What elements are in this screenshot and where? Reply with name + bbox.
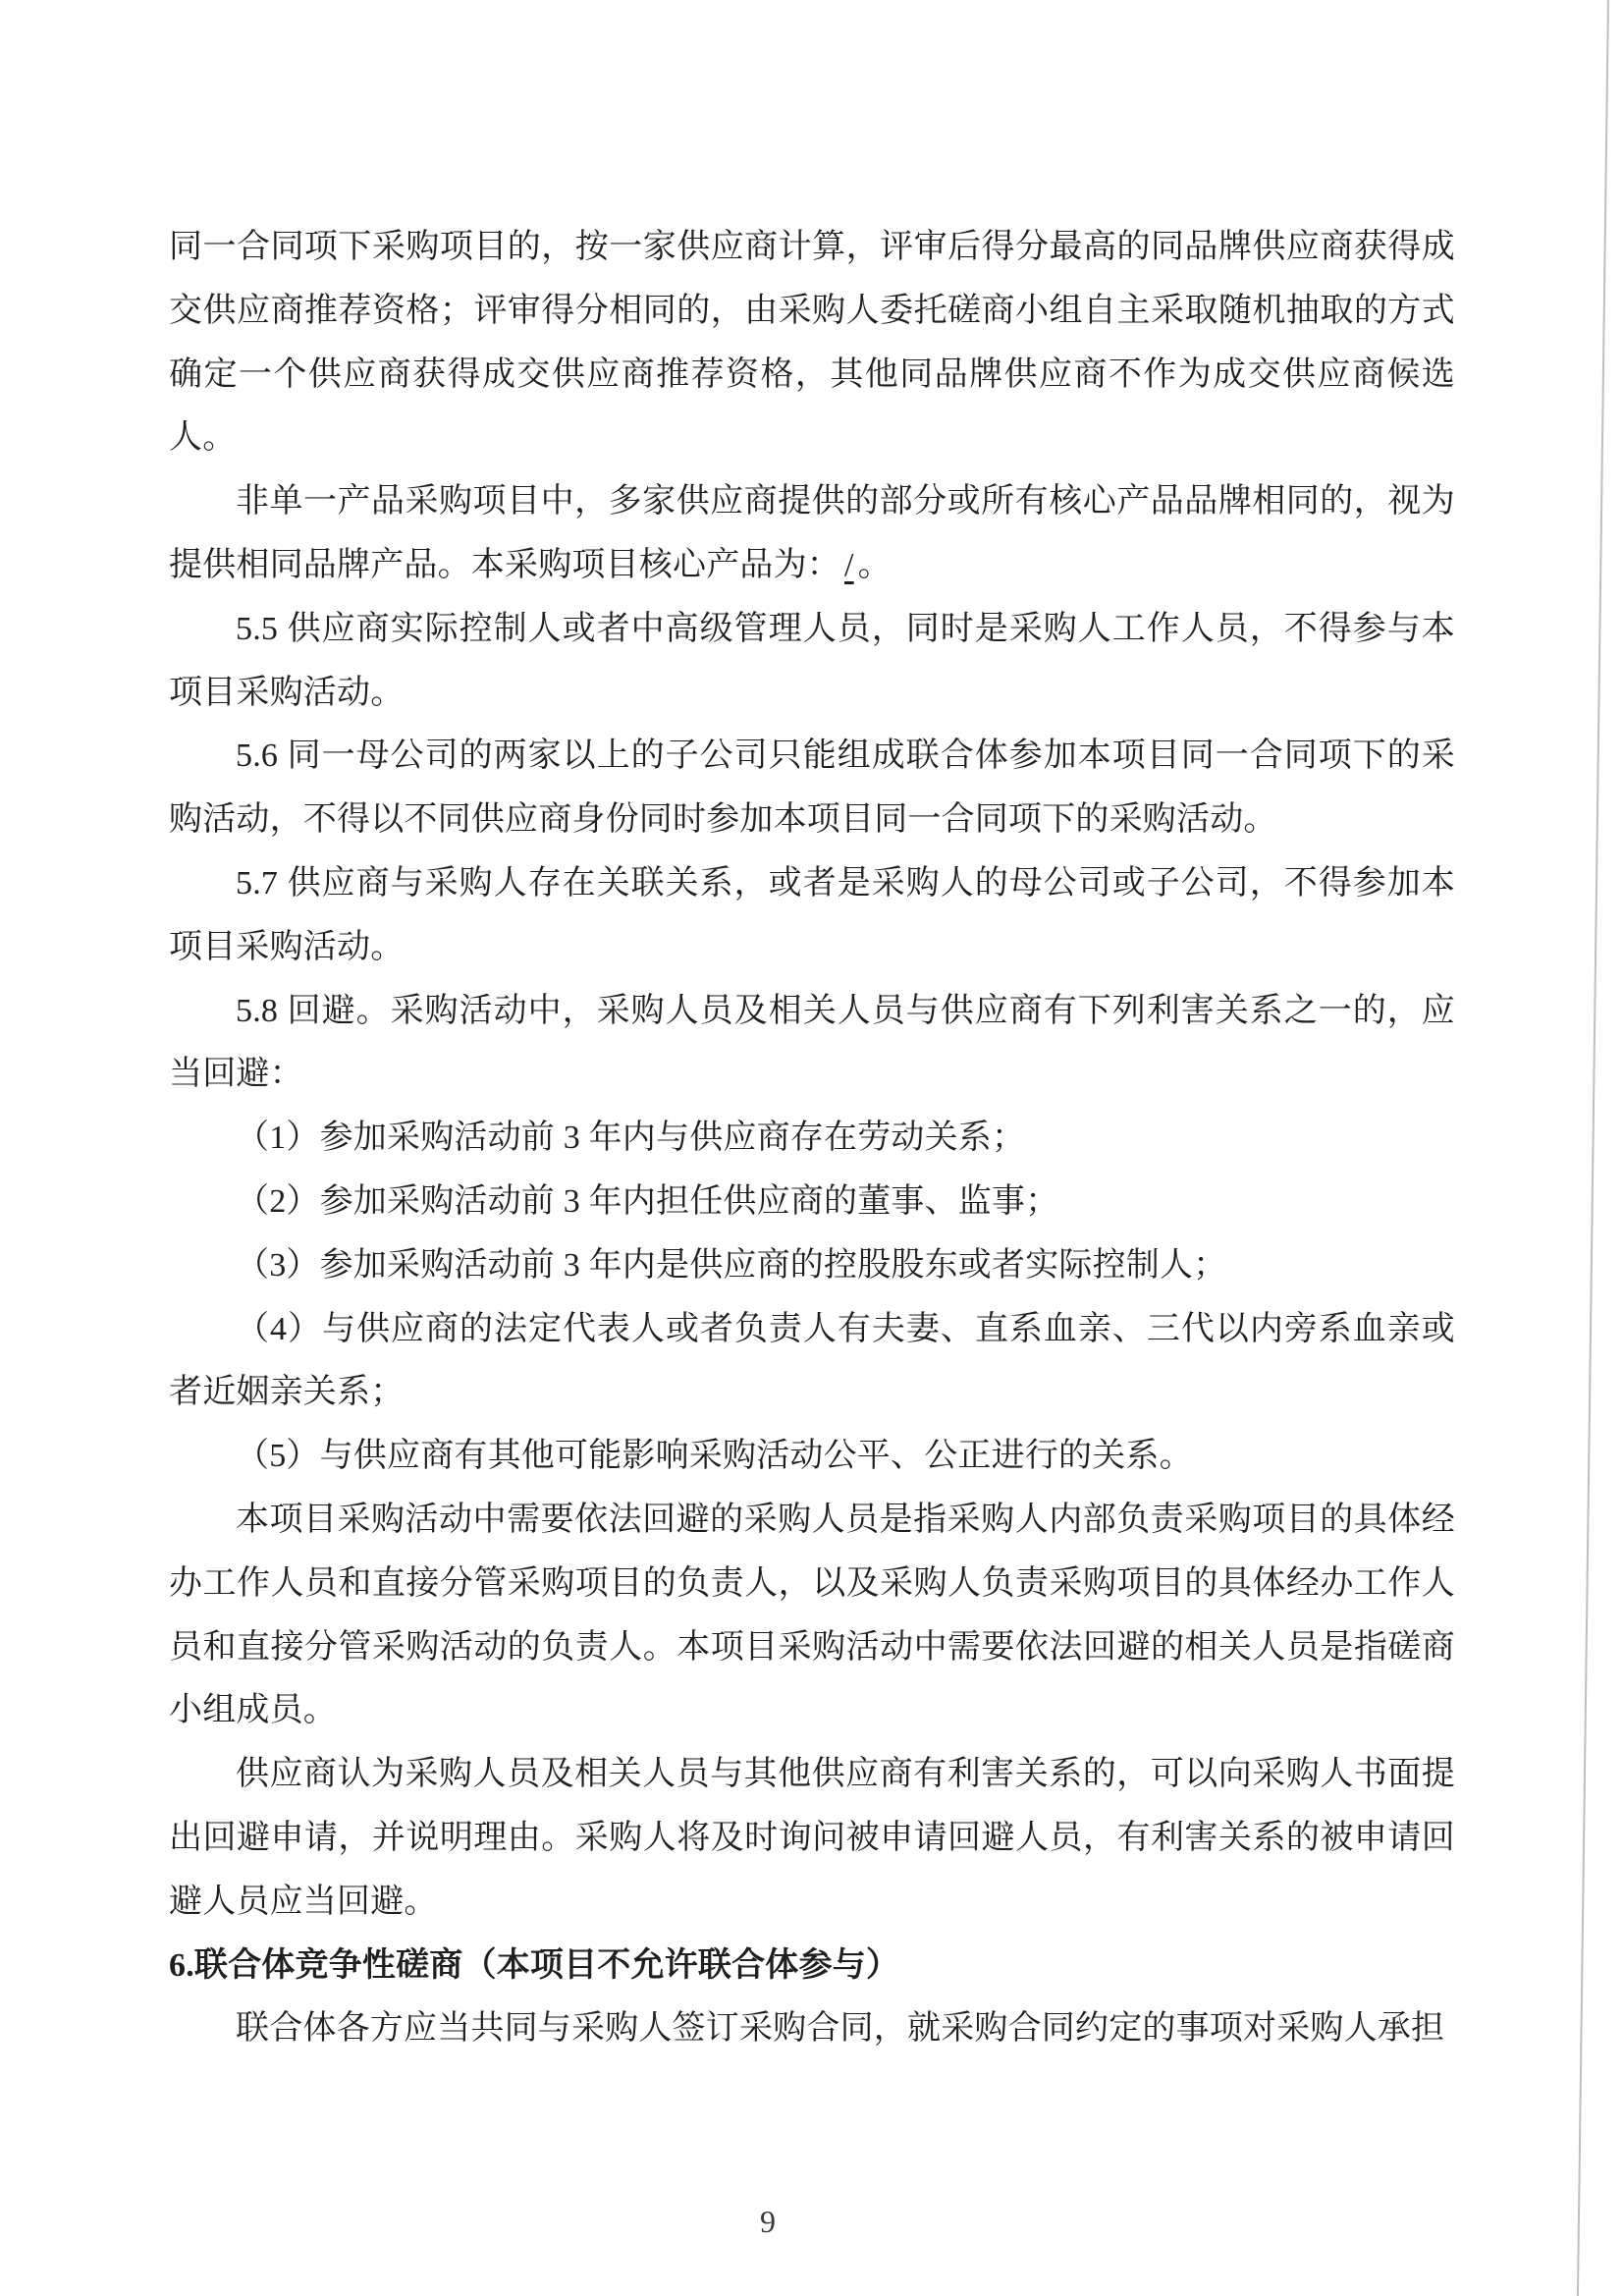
para-clause-5-6: 5.6 同一母公司的两家以上的子公司只能组成联合体参加本项目同一合同项下的采购活动，不得以不同供应商身份同时参加本项目同一合同项下的采购活动。 (169, 738, 1455, 839)
section-6-heading: 6.联合体竞争性磋商（本项目不允许联合体参与） (169, 1946, 900, 1984)
core-product-text-suffix: 。 (857, 546, 892, 583)
para-clause-5-7: 5.7 供应商与采购人存在关联关系，或者是采购人的母公司或子公司，不得参加本项目采购活动。 (169, 864, 1455, 965)
para-recusal-item-2: （2）参加采购活动前 3 年内担任供应商的董事、监事； (236, 1182, 1059, 1220)
document-body (169, 216, 1455, 2061)
page-number: 9 (760, 2204, 776, 2239)
para-recusal-application: 供应商认为采购人员及相关人员与其他供应商有利害关系的，可以向采购人书面提出回避申请，并说明理由。采购人将及时询问被申请回避人员，有利害关系的被申请回避人员应当回避。 (169, 1756, 1455, 1920)
para-recusal-item-1: （1）参加采购活动前 3 年内与供应商存在劳动关系； (236, 1120, 1026, 1157)
para-recusal-item-5: （5）与供应商有其他可能影响采购活动公平、公正进行的关系。 (236, 1438, 1193, 1475)
para-same-brand-rule-continuation: 同一合同项下采购项目的，按一家供应商计算，评审后得分最高的同品牌供应商获得成交供应商推荐资格；评审得分相同的，由采购人委托磋商小组自主采取随机抽取的方式确定一个供应商获得成交供应商推荐资格，其他同品牌供应商不作为成交供应商候选人。 (169, 229, 1455, 457)
para-clause-5-5: 5.5 供应商实际控制人或者中高级管理人员，同时是采购人工作人员，不得参与本项目采购活动。 (169, 610, 1455, 711)
scan-artifact-line (1577, 0, 1609, 2296)
para-recusal-item-3: （3）参加采购活动前 3 年内是供应商的控股股东或者实际控制人； (236, 1246, 1227, 1284)
para-clause-5-8: 5.8 回避。采购活动中，采购人员及相关人员与供应商有下列利害关系之一的，应当回避： (169, 992, 1455, 1093)
core-product-text-prefix: 非单一产品采购项目中，多家供应商提供的部分或所有核心产品品牌相同的，视为提供相同品牌产品。本采购项目核心产品为： (169, 483, 1455, 583)
para-consortium-contract: 联合体各方应当共同与采购人签订采购合同，就采购合同约定的事项对采购人承担 (236, 2010, 1445, 2048)
para-non-single-product-rule (169, 470, 1455, 598)
para-recusal-scope-definition: 本项目采购活动中需要依法回避的采购人员是指采购人内部负责采购项目的具体经办工作人员和直接分管采购项目的负责人，以及采购人负责采购项目的具体经办工作人员和直接分管采购活动的负责人。本项目采购活动中需要依法回避的相关人员是指磋商小组成员。 (169, 1501, 1455, 1729)
para-recusal-item-4: （4）与供应商的法定代表人或者负责人有夫妻、直系血亲、三代以内旁系血亲或者近姻亲关系； (169, 1310, 1455, 1411)
core-product-blank-value: / (844, 546, 854, 583)
